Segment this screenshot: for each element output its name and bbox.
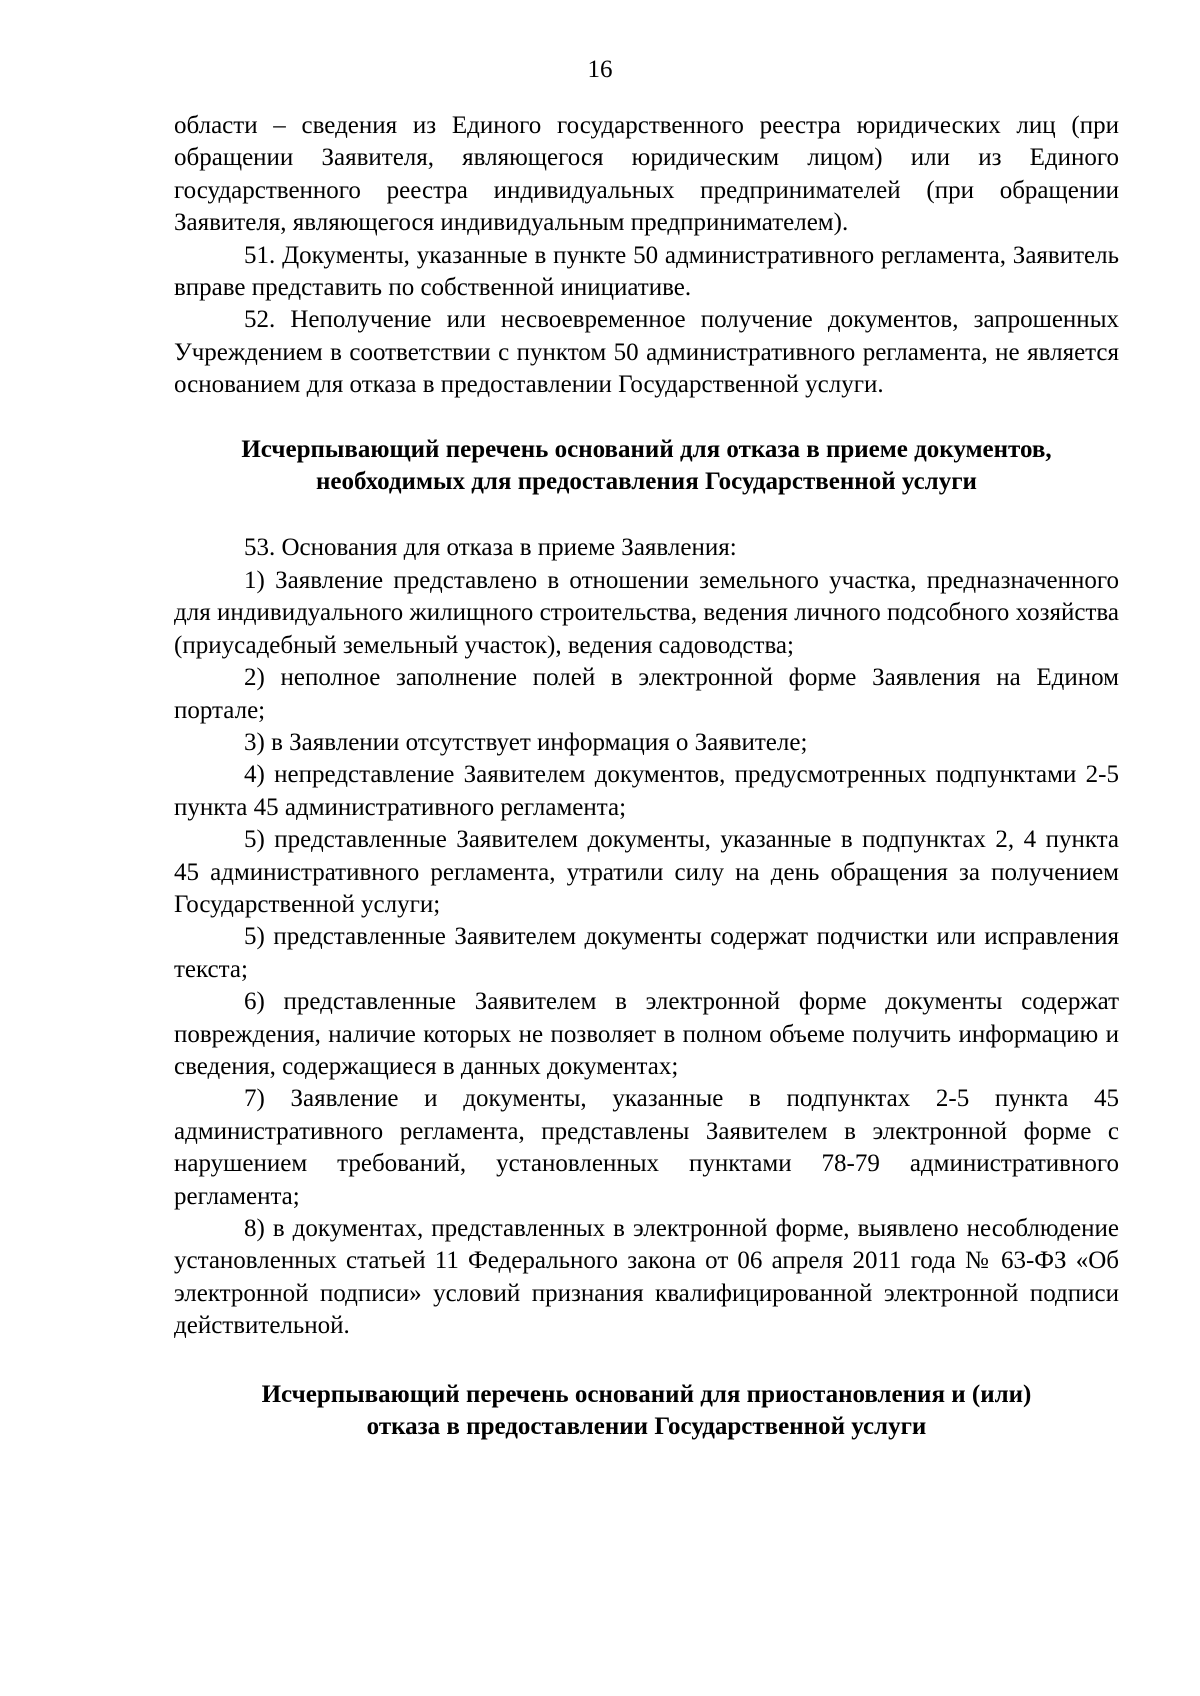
list-item: 5) представленные Заявителем документы содержат подчистки или исправления текста; xyxy=(174,923,1119,983)
spacer xyxy=(174,1343,1119,1379)
document-body xyxy=(174,110,1119,1443)
spacer xyxy=(174,402,1119,434)
list-item: 4) непредставление Заявителем документов, предусмотренных подпунктами 2-5 пункта 45 административного регламента; xyxy=(174,761,1119,821)
heading-line: отказа в предоставлении Государственной услуги xyxy=(366,1413,927,1441)
list-item: 2) неполное заполнение полей в электронной форме Заявления на Едином портале; xyxy=(174,664,1119,724)
heading-line: необходимых для предоставления Государственной услуги xyxy=(316,468,977,496)
list-item: 5) представленные Заявителем документы, указанные в подпунктах 2, 4 пункта 45 административного регламента, утратили силу на день обращения за получением Государственной услуги; xyxy=(174,826,1119,918)
paragraph-item-53: 53. Основания для отказа в приеме Заявления: xyxy=(244,534,737,562)
section-heading-refusal-acceptance xyxy=(174,434,1119,499)
section-heading-suspension-refusal xyxy=(174,1379,1119,1444)
page-number: 16 xyxy=(587,56,613,83)
list-item: 3) в Заявлении отсутствует информация о Заявителе; xyxy=(244,728,808,756)
list-item: 6) представленные Заявителем в электронной форме документы содержат повреждения, наличие которых не позволяет в полном объеме получить информацию и сведения, содержащиеся в данных документах; xyxy=(174,988,1119,1080)
paragraph-item-51: 51. Документы, указанные в пункте 50 административного регламента, Заявитель вправе представить по собственной инициативе. xyxy=(174,241,1119,302)
heading-line: Исчерпывающий перечень оснований для приостановления и (или) xyxy=(261,1380,1032,1408)
spacer xyxy=(174,498,1119,532)
list-item: 8) в документах, представленных в электронной форме, выявлено несоблюдение установленных статьей 11 Федерального закона от 06 апреля 2011 года № 63-ФЗ «Об электронной подписи» условий признания квалифицированной электронной подписи действительной. xyxy=(174,1215,1119,1340)
list-item: 1) Заявление представлено в отношении земельного участка, предназначенного для индивидуального жилищного строительства, ведения личного подсобного хозяйства (приусадебный земельный участок), ведения садоводства; xyxy=(174,566,1119,659)
paragraph-continuation: области – сведения из Единого государственного реестра юридических лиц (при обращении Заявителя, являющегося юридическим лицом) или из Единого государственного реестра индивидуальных предпринимателей (при обращении Заявителя, являющегося индивидуальным предпринимателем). xyxy=(174,112,1119,237)
heading-line: Исчерпывающий перечень оснований для отказа в приеме документов, xyxy=(241,435,1052,463)
list-item: 7) Заявление и документы, указанные в подпунктах 2-5 пункта 45 административного регламента, представлены Заявителем в электронной форме с нарушением требований, установленных пунктами 78-79 административного регламента; xyxy=(174,1085,1119,1210)
paragraph-item-52: 52. Неполучение или несвоевременное получение документов, запрошенных Учреждением в соответствии с пунктом 50 административного регламента, не является основанием для отказа в предоставлении Государственной услуги. xyxy=(174,306,1119,399)
